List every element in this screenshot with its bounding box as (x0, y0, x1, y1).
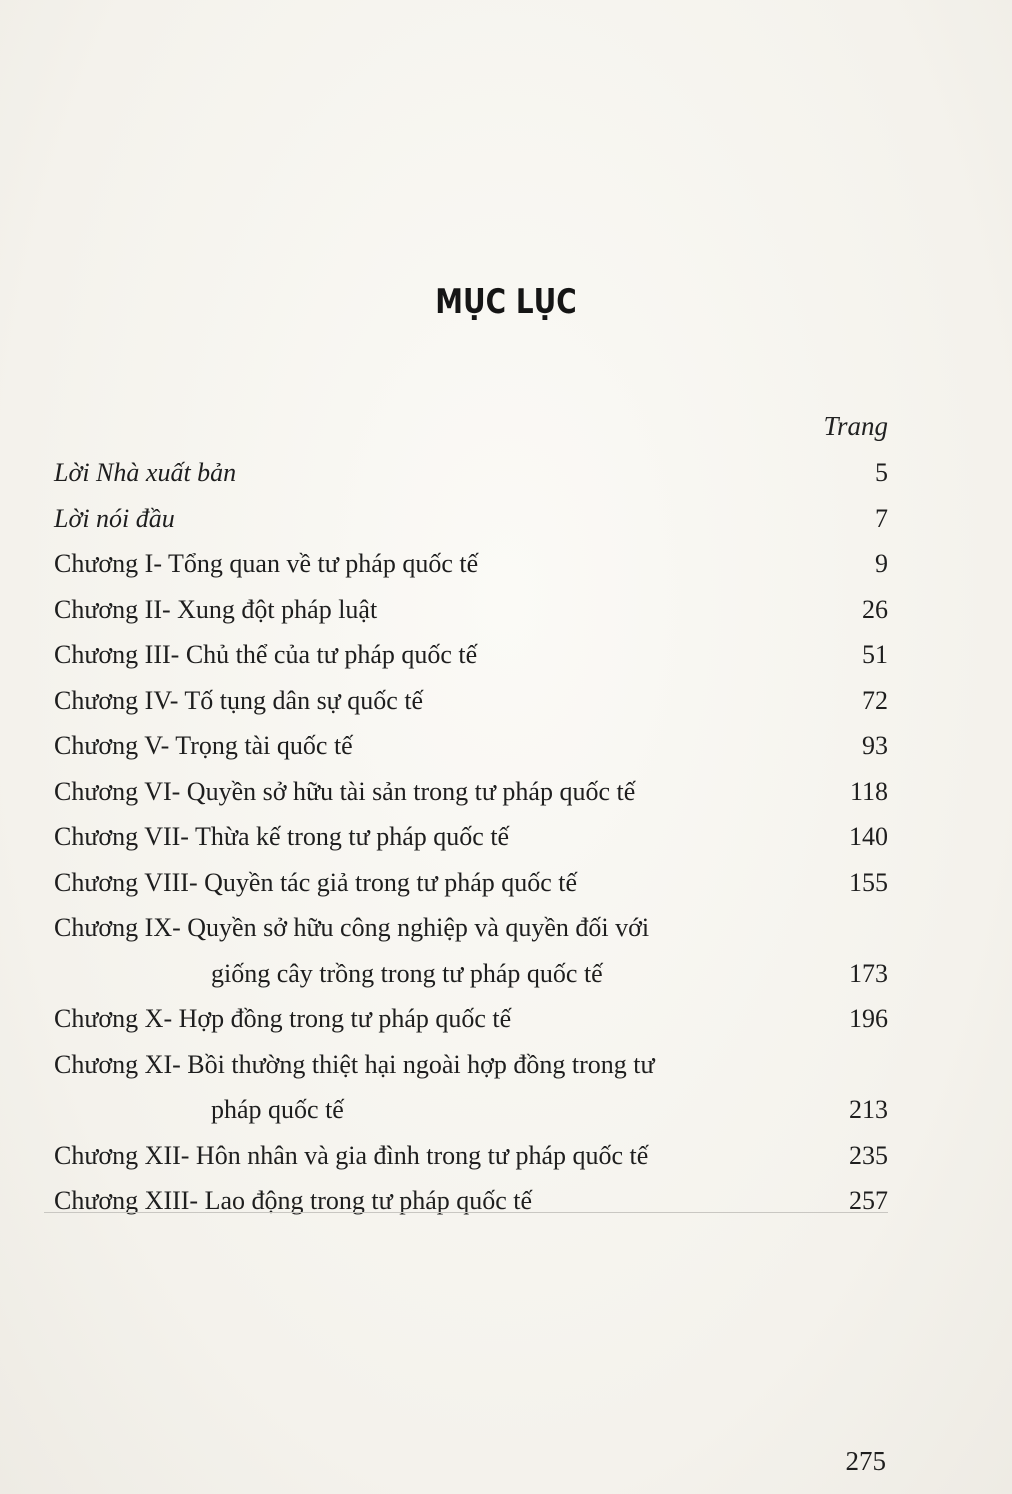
entry-title: Chương X- Hợp đồng trong tư pháp quốc tế (54, 1004, 512, 1033)
entry-page-number: 235 (849, 1140, 888, 1170)
toc-entry (54, 996, 888, 1042)
toc-entry (54, 450, 888, 496)
toc-entry (54, 496, 888, 542)
entry-page-number: 5 (875, 458, 888, 487)
entry-title: Chương XI- Bồi thường thiệt hại ngoài hợp đồng trong tư (54, 1049, 655, 1079)
entry-title: Chương VIII- Quyền tác giả trong tư pháp quốc tế (54, 867, 578, 897)
page-column-header: Trang (823, 411, 888, 441)
toc-entry (54, 587, 888, 633)
entry-title-multiline (54, 1042, 828, 1133)
entry-title: Chương VI- Quyền sở hữu tài sản trong tư pháp quốc tế (54, 776, 636, 806)
toc-entry (54, 814, 888, 860)
entry-title: Chương IV- Tố tụng dân sự quốc tế (54, 685, 424, 715)
entry-page-number: 257 (849, 1186, 888, 1215)
entry-page-number: 26 (862, 594, 888, 624)
entry-page-number: 196 (849, 1004, 888, 1033)
toc-title: MỤC LỤC (435, 282, 577, 322)
entry-title: Chương XIII- Lao động trong tư pháp quốc tế (54, 1186, 533, 1215)
entry-title-continuation: pháp quốc tế (211, 1095, 344, 1124)
entry-page-number: 140 (849, 822, 888, 851)
entry-title-multiline (54, 905, 828, 996)
entry-page-number: 155 (849, 867, 888, 897)
entry-page-number: 9 (875, 549, 888, 578)
entry-title: Chương I- Tổng quan về tư pháp quốc tế (54, 549, 479, 578)
toc-list (54, 450, 888, 1224)
divider-line (44, 1212, 888, 1213)
toc-entry (54, 678, 888, 724)
entry-page-number: 118 (849, 776, 888, 806)
entry-page-number: 51 (862, 640, 888, 669)
toc-entry (54, 541, 888, 587)
toc-entry (54, 769, 888, 815)
entry-page-number: 72 (862, 685, 888, 715)
toc-entry (54, 1042, 888, 1133)
entry-page-number: 7 (875, 503, 888, 533)
entry-title-continuation: giống cây trồng trong tư pháp quốc tế (211, 958, 603, 988)
entry-page-number: 93 (862, 731, 888, 760)
entry-page-number: 213 (849, 1095, 888, 1124)
entry-title: Chương VII- Thừa kế trong tư pháp quốc tế (54, 822, 510, 851)
toc-entry (54, 1133, 888, 1179)
entry-title: Chương II- Xung đột pháp luật (54, 594, 378, 624)
entry-title: Lời Nhà xuất bản (54, 458, 237, 487)
toc-entry (54, 905, 888, 996)
toc-entry (54, 1178, 888, 1224)
entry-title: Chương III- Chủ thể của tư pháp quốc tế (54, 640, 478, 669)
toc-entry (54, 632, 888, 678)
entry-page-number: 173 (849, 958, 888, 988)
toc-entry (54, 860, 888, 906)
toc-entry (54, 723, 888, 769)
entry-title: Chương V- Trọng tài quốc tế (54, 731, 353, 760)
entry-title: Chương IX- Quyền sở hữu công nghiệp và quyền đối với (54, 913, 650, 942)
entry-title: Chương XII- Hôn nhân và gia đình trong tư pháp quốc tế (54, 1140, 649, 1170)
entry-title: Lời nói đầu (54, 503, 175, 533)
page-number: 275 (845, 1446, 886, 1476)
